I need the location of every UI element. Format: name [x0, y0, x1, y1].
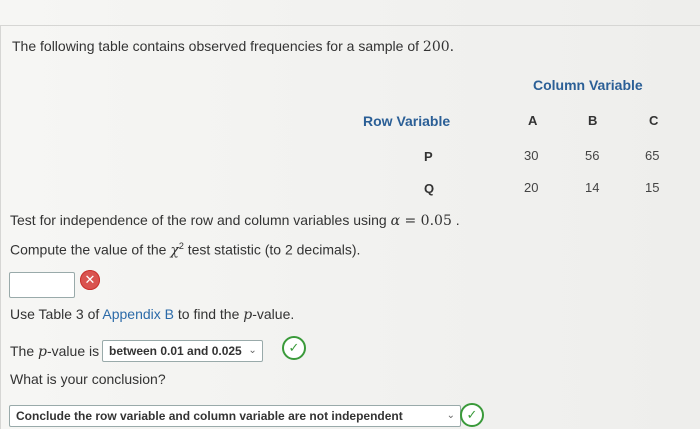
panel-left-border — [0, 25, 1, 429]
conclusion-select[interactable]: Conclude the row variable and column variable are not independent ⌄ — [9, 405, 461, 427]
row-header-p: P — [424, 149, 433, 164]
pvalue-label: The p-value is — [10, 343, 100, 360]
panel-top-border — [0, 25, 700, 26]
conclusion-question: What is your conclusion? — [10, 371, 166, 387]
cell-p-a: 30 — [524, 148, 539, 163]
cell-p-b: 56 — [585, 148, 600, 163]
chevron-down-icon: ⌄ — [248, 345, 257, 356]
conclusion-correct-icon: ✓ — [460, 403, 484, 427]
cell-q-c: 15 — [645, 180, 660, 195]
column-header-b: B — [588, 113, 598, 128]
table-instruction: Use Table 3 of Appendix B to find the p-value. — [10, 306, 295, 323]
compute-instruction: Compute the value of the $\chi^2$ test statistic (to 2 decimals). — [10, 241, 361, 259]
row-header-q: Q — [424, 181, 435, 196]
chevron-down-icon: ⌄ — [446, 410, 455, 421]
column-variable-label: Column Variable — [533, 77, 643, 93]
chi-symbol: χ — [170, 242, 179, 259]
appendix-b-link[interactable]: Appendix B — [102, 306, 174, 322]
pvalue-correct-icon: ✓ — [282, 336, 306, 360]
cell-p-c: 65 — [645, 148, 660, 163]
row-variable-label: Row Variable — [363, 113, 451, 129]
pvalue-select[interactable]: between 0.01 and 0.025 ⌄ — [102, 340, 263, 362]
chi-square-answer-input[interactable] — [9, 272, 75, 298]
incorrect-icon: ✕ — [80, 270, 100, 290]
column-header-c: C — [649, 113, 659, 128]
cell-q-a: 20 — [524, 180, 539, 195]
alpha-symbol: α — [390, 213, 401, 229]
cell-q-b: 14 — [585, 180, 600, 195]
intro-text: The following table contains observed frequencies for a sample of 200. — [12, 38, 455, 55]
sample-size: 200. — [422, 39, 455, 55]
test-instruction: Test for independence of the row and column variables using α = 0.05 . — [10, 212, 460, 229]
column-header-a: A — [528, 113, 538, 128]
